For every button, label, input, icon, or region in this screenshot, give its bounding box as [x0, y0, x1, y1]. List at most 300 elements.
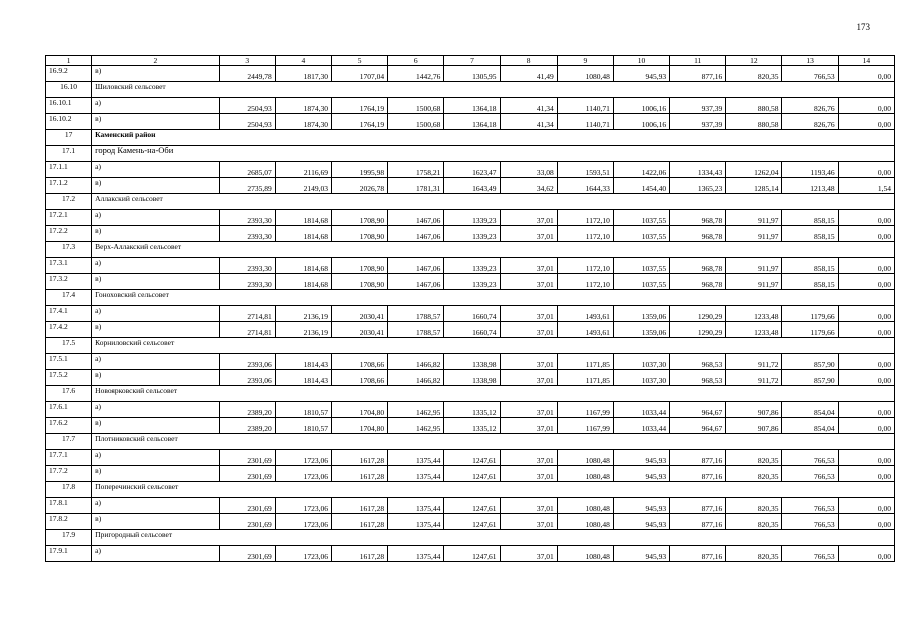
table-cell: 1814,43: [275, 354, 331, 370]
table-cell: 1723,06: [275, 450, 331, 466]
section-row: [46, 434, 895, 450]
table-cell: 41,34: [500, 114, 557, 130]
table-cell: 1500,68: [388, 98, 444, 114]
table-cell: 964,67: [670, 418, 726, 434]
table-cell: 820,35: [726, 514, 782, 530]
row-code: 17.3.1: [46, 258, 92, 274]
table-cell: 968,78: [670, 210, 726, 226]
table-cell: 911,97: [726, 226, 782, 242]
table-cell: 1500,68: [388, 114, 444, 130]
table-cell: 37,01: [500, 210, 557, 226]
table-cell: 1359,06: [613, 322, 669, 338]
table-cell: 1171,85: [557, 370, 613, 386]
table-cell: 37,01: [500, 514, 557, 530]
table-cell: 1995,98: [331, 162, 387, 178]
table-cell: 1814,68: [275, 274, 331, 290]
table-cell: 1037,30: [613, 370, 669, 386]
table-cell: 41,34: [500, 98, 557, 114]
table-cell: 0,00: [838, 210, 894, 226]
column-header: 5: [331, 56, 387, 66]
table-cell: 2301,69: [219, 466, 275, 482]
table-cell: 1365,23: [670, 178, 726, 194]
table-cell: 1660,74: [444, 306, 500, 322]
table-cell: 1233,48: [726, 306, 782, 322]
section-row: [46, 130, 895, 146]
table-cell: 34,62: [500, 178, 557, 194]
section-code: 17: [46, 130, 92, 146]
table-row: [46, 402, 895, 418]
table-cell: 1080,48: [557, 66, 613, 82]
table-cell: 945,93: [613, 514, 669, 530]
section-title: Корниловский сельсовет: [92, 338, 895, 354]
table-cell: 1758,21: [388, 162, 444, 178]
table-cell: 37,01: [500, 402, 557, 418]
table-cell: 1617,28: [331, 466, 387, 482]
table-cell: 820,35: [726, 466, 782, 482]
table-cell: 1723,06: [275, 466, 331, 482]
page-number: 173: [856, 22, 870, 32]
table-cell: 0,00: [838, 66, 894, 82]
table-cell: 858,15: [782, 258, 838, 274]
table-cell: 877,16: [670, 546, 726, 562]
table-cell: 945,93: [613, 66, 669, 82]
table-cell: 1335,12: [444, 418, 500, 434]
table-cell: 1874,30: [275, 114, 331, 130]
table-cell: 1006,16: [613, 98, 669, 114]
table-cell: 907,86: [726, 418, 782, 434]
row-label: а): [92, 162, 219, 178]
table-cell: 1467,06: [388, 274, 444, 290]
table-cell: 766,53: [782, 514, 838, 530]
table-cell: 1172,10: [557, 210, 613, 226]
table-cell: 1290,29: [670, 322, 726, 338]
table-cell: 2504,93: [219, 114, 275, 130]
table-cell: 1814,68: [275, 226, 331, 242]
table-cell: 0,00: [838, 354, 894, 370]
section-title: Каменский район: [92, 130, 895, 146]
table-cell: 1810,57: [275, 402, 331, 418]
column-header: 11: [670, 56, 726, 66]
table-cell: 820,35: [726, 66, 782, 82]
table-cell: 37,01: [500, 370, 557, 386]
row-code: 17.4.1: [46, 306, 92, 322]
table-cell: 2714,81: [219, 306, 275, 322]
row-label: а): [92, 546, 219, 562]
table-cell: 0,00: [838, 226, 894, 242]
section-row: [46, 146, 895, 162]
table-cell: 877,16: [670, 450, 726, 466]
table-cell: 1262,04: [726, 162, 782, 178]
row-label: в): [92, 274, 219, 290]
table-cell: 1814,68: [275, 210, 331, 226]
section-row: [46, 290, 895, 306]
table-cell: 1305,95: [444, 66, 500, 82]
table-cell: 1723,06: [275, 498, 331, 514]
table-cell: 1335,12: [444, 402, 500, 418]
table-cell: 2714,81: [219, 322, 275, 338]
table-cell: 1708,66: [331, 370, 387, 386]
table-cell: 1080,48: [557, 514, 613, 530]
table-cell: 1179,66: [782, 322, 838, 338]
table-cell: 2030,41: [331, 306, 387, 322]
table-row: [46, 546, 895, 562]
section-row: [46, 242, 895, 258]
table-cell: 0,00: [838, 114, 894, 130]
section-code: 17.6: [46, 386, 92, 402]
table-cell: 968,53: [670, 370, 726, 386]
table-cell: 820,35: [726, 546, 782, 562]
table-cell: 0,00: [838, 450, 894, 466]
section-row: [46, 386, 895, 402]
row-code: 17.7.2: [46, 466, 92, 482]
table-cell: 0,00: [838, 402, 894, 418]
table-row: [46, 66, 895, 82]
table-cell: 945,93: [613, 466, 669, 482]
table-cell: 1247,61: [444, 514, 500, 530]
section-code: 16.10: [46, 82, 92, 98]
table-cell: 1467,06: [388, 210, 444, 226]
table-cell: 1708,90: [331, 274, 387, 290]
table-cell: 2301,69: [219, 450, 275, 466]
table-cell: 2026,78: [331, 178, 387, 194]
table-cell: 1334,43: [670, 162, 726, 178]
table-cell: 2030,41: [331, 322, 387, 338]
table-cell: 766,53: [782, 498, 838, 514]
table-cell: 37,01: [500, 322, 557, 338]
table-cell: 37,01: [500, 418, 557, 434]
table-cell: 911,72: [726, 354, 782, 370]
table-cell: 1247,61: [444, 450, 500, 466]
section-row: [46, 530, 895, 546]
table-cell: 2136,19: [275, 322, 331, 338]
row-code: 16.10.1: [46, 98, 92, 114]
row-label: а): [92, 354, 219, 370]
table-cell: 911,72: [726, 370, 782, 386]
row-code: 17.6.2: [46, 418, 92, 434]
table-row: [46, 178, 895, 194]
table-cell: 2389,20: [219, 402, 275, 418]
table-cell: 1617,28: [331, 450, 387, 466]
row-code: 17.1.1: [46, 162, 92, 178]
section-title: Шиловский сельсовет: [92, 82, 895, 98]
table-cell: 1290,29: [670, 306, 726, 322]
table-cell: 1179,66: [782, 306, 838, 322]
row-label: в): [92, 466, 219, 482]
table-row: [46, 258, 895, 274]
table-row: [46, 162, 895, 178]
section-title: Пригородный сельсовет: [92, 530, 895, 546]
table-cell: 2449,78: [219, 66, 275, 82]
table-row: [46, 498, 895, 514]
table-cell: 1375,44: [388, 514, 444, 530]
table-cell: 37,01: [500, 306, 557, 322]
table-cell: 1708,90: [331, 258, 387, 274]
table-cell: 766,53: [782, 546, 838, 562]
table-row: [46, 274, 895, 290]
table-cell: 0,00: [838, 274, 894, 290]
column-header: 14: [838, 56, 894, 66]
row-label: в): [92, 418, 219, 434]
header-row: [46, 56, 895, 66]
table-cell: 1454,40: [613, 178, 669, 194]
table-cell: 858,15: [782, 274, 838, 290]
table-cell: 877,16: [670, 498, 726, 514]
table-cell: 2136,19: [275, 306, 331, 322]
table-cell: 1708,90: [331, 226, 387, 242]
section-code: 17.8: [46, 482, 92, 498]
row-code: 17.5.1: [46, 354, 92, 370]
table-cell: 1339,23: [444, 210, 500, 226]
table-cell: 1233,48: [726, 322, 782, 338]
section-row: [46, 338, 895, 354]
table-cell: 1764,19: [331, 98, 387, 114]
row-code: 17.2.2: [46, 226, 92, 242]
table-cell: 1708,66: [331, 354, 387, 370]
row-code: 17.3.2: [46, 274, 92, 290]
table-cell: 1247,61: [444, 466, 500, 482]
table-cell: 1467,06: [388, 226, 444, 242]
table-cell: 2393,30: [219, 274, 275, 290]
table-cell: 1617,28: [331, 546, 387, 562]
table-cell: 1442,76: [388, 66, 444, 82]
table-cell: 1462,95: [388, 418, 444, 434]
table-row: [46, 514, 895, 530]
table-cell: 0,00: [838, 418, 894, 434]
table-cell: 1285,14: [726, 178, 782, 194]
table-row: [46, 370, 895, 386]
table-cell: 1033,44: [613, 418, 669, 434]
row-code: 17.9.1: [46, 546, 92, 562]
table-cell: 37,01: [500, 466, 557, 482]
column-header: 3: [219, 56, 275, 66]
table-cell: 877,16: [670, 66, 726, 82]
table-cell: 1817,30: [275, 66, 331, 82]
table-cell: 1080,48: [557, 546, 613, 562]
table-cell: 1810,57: [275, 418, 331, 434]
row-label: а): [92, 498, 219, 514]
table-row: [46, 114, 895, 130]
table-cell: 2393,30: [219, 258, 275, 274]
table-cell: 0,00: [838, 370, 894, 386]
table-cell: 877,16: [670, 514, 726, 530]
table-cell: 1247,61: [444, 546, 500, 562]
section-code: 17.5: [46, 338, 92, 354]
row-label: а): [92, 402, 219, 418]
table-cell: 945,93: [613, 546, 669, 562]
table-cell: 1467,06: [388, 258, 444, 274]
table-cell: 1037,55: [613, 274, 669, 290]
table-row: [46, 210, 895, 226]
table-cell: 820,35: [726, 450, 782, 466]
table-cell: 1788,57: [388, 306, 444, 322]
table-cell: 1,54: [838, 178, 894, 194]
row-label: в): [92, 66, 219, 82]
column-header: 1: [46, 56, 92, 66]
table-cell: 1364,18: [444, 98, 500, 114]
table-cell: 1493,61: [557, 306, 613, 322]
table-cell: 1338,98: [444, 370, 500, 386]
table-cell: 0,00: [838, 546, 894, 562]
table-cell: 820,35: [726, 498, 782, 514]
table-cell: 1643,49: [444, 178, 500, 194]
table-cell: 1493,61: [557, 322, 613, 338]
table-cell: 1723,06: [275, 514, 331, 530]
table-cell: 880,58: [726, 98, 782, 114]
row-label: в): [92, 370, 219, 386]
table-cell: 0,00: [838, 98, 894, 114]
table-cell: 1814,43: [275, 370, 331, 386]
section-code: 17.3: [46, 242, 92, 258]
table-cell: 858,15: [782, 210, 838, 226]
table-cell: 1080,48: [557, 466, 613, 482]
table-cell: 37,01: [500, 258, 557, 274]
table-cell: 1339,23: [444, 274, 500, 290]
section-title: Новоярковский сельсовет: [92, 386, 895, 402]
table-cell: 1593,51: [557, 162, 613, 178]
row-code: 16.9.2: [46, 66, 92, 82]
row-code: 17.1.2: [46, 178, 92, 194]
table-cell: 968,78: [670, 274, 726, 290]
table-cell: 968,78: [670, 258, 726, 274]
table-cell: 1167,99: [557, 418, 613, 434]
column-header: 9: [557, 56, 613, 66]
row-code: 17.7.1: [46, 450, 92, 466]
table-cell: 37,01: [500, 226, 557, 242]
table-cell: 911,97: [726, 258, 782, 274]
table-cell: 1466,82: [388, 370, 444, 386]
table-cell: 1339,23: [444, 258, 500, 274]
table-cell: 968,78: [670, 226, 726, 242]
table-cell: 0,00: [838, 306, 894, 322]
section-row: [46, 194, 895, 210]
table-cell: 37,01: [500, 546, 557, 562]
table-cell: 1080,48: [557, 450, 613, 466]
table-cell: 945,93: [613, 498, 669, 514]
table-cell: 2393,06: [219, 354, 275, 370]
table-cell: 2301,69: [219, 498, 275, 514]
table-cell: 1140,71: [557, 98, 613, 114]
row-code: 17.4.2: [46, 322, 92, 338]
table-cell: 1375,44: [388, 466, 444, 482]
table-cell: 964,67: [670, 402, 726, 418]
table-row: [46, 418, 895, 434]
table-cell: 858,15: [782, 226, 838, 242]
table-cell: 1644,33: [557, 178, 613, 194]
table-cell: 911,97: [726, 210, 782, 226]
row-label: а): [92, 258, 219, 274]
table-cell: 945,93: [613, 450, 669, 466]
table-cell: 1708,90: [331, 210, 387, 226]
table-cell: 907,86: [726, 402, 782, 418]
column-header: 2: [92, 56, 219, 66]
row-code: 17.8.1: [46, 498, 92, 514]
row-code: 17.8.2: [46, 514, 92, 530]
table-cell: 0,00: [838, 162, 894, 178]
table-cell: 37,01: [500, 498, 557, 514]
table-cell: 0,00: [838, 322, 894, 338]
table-cell: 1623,47: [444, 162, 500, 178]
table-cell: 1006,16: [613, 114, 669, 130]
table-cell: 1704,80: [331, 402, 387, 418]
row-label: а): [92, 210, 219, 226]
column-header: 4: [275, 56, 331, 66]
table-cell: 1247,61: [444, 498, 500, 514]
table-cell: 1788,57: [388, 322, 444, 338]
table-cell: 1213,48: [782, 178, 838, 194]
table-cell: 2149,03: [275, 178, 331, 194]
table-cell: 1814,68: [275, 258, 331, 274]
table-cell: 1037,55: [613, 258, 669, 274]
table-row: [46, 450, 895, 466]
table-cell: 1617,28: [331, 498, 387, 514]
row-label: а): [92, 450, 219, 466]
table-cell: 1364,18: [444, 114, 500, 130]
section-code: 17.4: [46, 290, 92, 306]
table-cell: 1375,44: [388, 498, 444, 514]
table-cell: 766,53: [782, 466, 838, 482]
table-cell: 1167,99: [557, 402, 613, 418]
table-cell: 2393,30: [219, 226, 275, 242]
table-cell: 1172,10: [557, 226, 613, 242]
row-label: в): [92, 226, 219, 242]
section-title: город Камень-на-Оби: [92, 146, 895, 162]
table-cell: 1140,71: [557, 114, 613, 130]
section-row: [46, 82, 895, 98]
table-cell: 1462,95: [388, 402, 444, 418]
table-cell: 1037,55: [613, 210, 669, 226]
table-cell: 1080,48: [557, 498, 613, 514]
table-cell: 968,53: [670, 354, 726, 370]
column-header: 13: [782, 56, 838, 66]
section-title: Плотниковский сельсовет: [92, 434, 895, 450]
table-cell: 1359,06: [613, 306, 669, 322]
column-header: 8: [500, 56, 557, 66]
table-cell: 2735,89: [219, 178, 275, 194]
table-cell: 0,00: [838, 258, 894, 274]
column-header: 12: [726, 56, 782, 66]
section-row: [46, 482, 895, 498]
table-row: [46, 98, 895, 114]
table-cell: 37,01: [500, 354, 557, 370]
table-cell: 911,97: [726, 274, 782, 290]
table-cell: 1193,46: [782, 162, 838, 178]
table-cell: 0,00: [838, 514, 894, 530]
table-cell: 1033,44: [613, 402, 669, 418]
table-cell: 1171,85: [557, 354, 613, 370]
section-code: 17.1: [46, 146, 92, 162]
table-cell: 0,00: [838, 466, 894, 482]
row-code: 17.5.2: [46, 370, 92, 386]
section-title: Поперечинский сельсовет: [92, 482, 895, 498]
table-cell: 2116,69: [275, 162, 331, 178]
table-cell: 0,00: [838, 498, 894, 514]
row-label: в): [92, 114, 219, 130]
table-cell: 1422,06: [613, 162, 669, 178]
row-code: 17.2.1: [46, 210, 92, 226]
section-title: Верх-Аллакский сельсовет: [92, 242, 895, 258]
table-cell: 2504,93: [219, 98, 275, 114]
table-cell: 854,04: [782, 402, 838, 418]
table-cell: 1764,19: [331, 114, 387, 130]
table-cell: 37,01: [500, 450, 557, 466]
table-cell: 2393,30: [219, 210, 275, 226]
table-cell: 854,04: [782, 418, 838, 434]
table-cell: 1037,55: [613, 226, 669, 242]
table-cell: 880,58: [726, 114, 782, 130]
table-cell: 1707,04: [331, 66, 387, 82]
row-code: 17.6.1: [46, 402, 92, 418]
section-code: 17.9: [46, 530, 92, 546]
